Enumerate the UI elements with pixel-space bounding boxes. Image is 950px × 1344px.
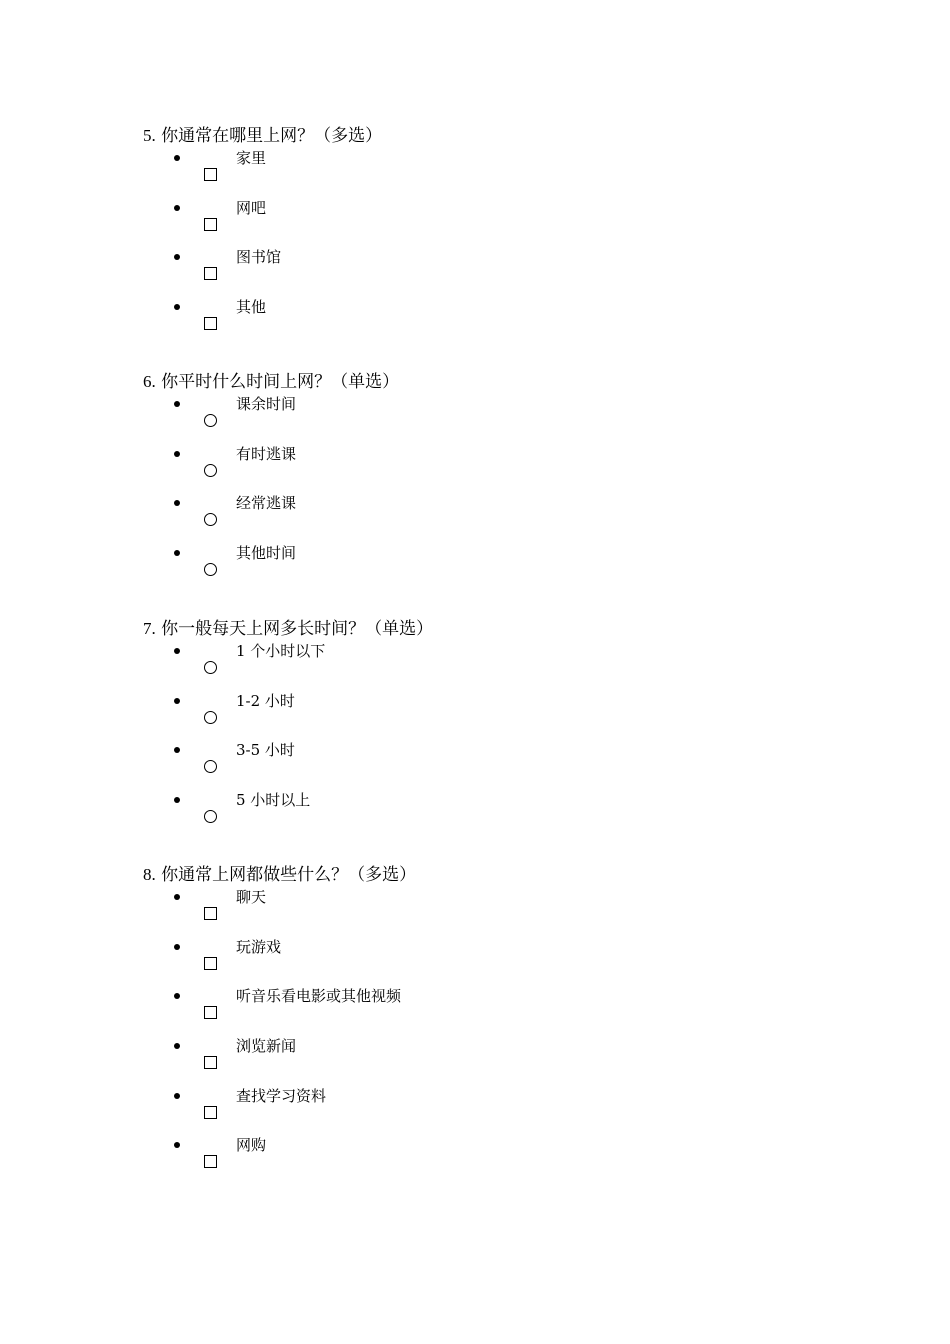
- option-label: 1-2 小时: [236, 691, 295, 710]
- option-label: 3-5 小时: [236, 741, 295, 760]
- bullet-icon: [174, 155, 180, 161]
- bullet-icon: [174, 797, 180, 803]
- checkbox[interactable]: [204, 218, 217, 231]
- radio-button[interactable]: [204, 464, 217, 477]
- question-number: 7.: [143, 619, 156, 638]
- option-label: 网吧: [236, 198, 267, 217]
- option-item: [143, 789, 903, 839]
- option-label: 其他: [236, 298, 267, 317]
- option-item: [143, 1035, 903, 1085]
- option-item: [143, 739, 903, 789]
- option-item: [143, 197, 903, 247]
- bullet-icon: [174, 993, 180, 999]
- option-label: 5 小时以上: [236, 791, 311, 810]
- question-text: 你平时什么时间上网？（单选）: [161, 372, 400, 392]
- question-8: [143, 864, 903, 1184]
- checkbox[interactable]: [204, 1006, 217, 1019]
- option-item: [143, 985, 903, 1035]
- checkbox[interactable]: [204, 1106, 217, 1119]
- question-5: [143, 125, 903, 346]
- bullet-icon: [174, 894, 180, 900]
- option-label: 经常逃课: [236, 494, 297, 513]
- option-label: 其他时间: [236, 544, 297, 563]
- question-7: [143, 618, 903, 839]
- radio-button[interactable]: [204, 810, 217, 823]
- option-label: 网购: [236, 1136, 267, 1155]
- radio-button[interactable]: [204, 661, 217, 674]
- radio-button[interactable]: [204, 513, 217, 526]
- question-number: 8.: [143, 865, 156, 884]
- option-item: [143, 640, 903, 690]
- checkbox[interactable]: [204, 267, 217, 280]
- question-number: 5.: [143, 126, 156, 145]
- option-item: [143, 393, 903, 443]
- checkbox[interactable]: [204, 168, 217, 181]
- option-label: 浏览新闻: [236, 1037, 297, 1056]
- question-text: 你一般每天上网多长时间？（单选）: [161, 619, 434, 639]
- option-label: 聊天: [236, 888, 267, 906]
- bullet-icon: [174, 550, 180, 556]
- question-number: 6.: [143, 372, 156, 391]
- checkbox[interactable]: [204, 907, 217, 920]
- option-item: [143, 542, 903, 592]
- option-list: [143, 147, 903, 346]
- bullet-icon: [174, 254, 180, 260]
- radio-button[interactable]: [204, 563, 217, 576]
- question-title: [143, 618, 903, 640]
- bullet-icon: [174, 747, 180, 753]
- bullet-icon: [174, 205, 180, 211]
- bullet-icon: [174, 944, 180, 950]
- question-title: [143, 371, 903, 393]
- option-label: 有时逃课: [236, 444, 297, 463]
- bullet-icon: [174, 648, 180, 654]
- option-label: 查找学习资料: [236, 1086, 327, 1105]
- option-item: [143, 147, 903, 197]
- bullet-icon: [174, 1093, 180, 1099]
- bullet-icon: [174, 451, 180, 457]
- bullet-icon: [174, 500, 180, 506]
- bullet-icon: [174, 304, 180, 310]
- option-item: [143, 492, 903, 542]
- checkbox[interactable]: [204, 317, 217, 330]
- option-list: [143, 640, 903, 839]
- option-label: 1 个小时以下: [236, 642, 326, 660]
- option-list: [143, 393, 903, 592]
- option-label: 课余时间: [236, 395, 297, 413]
- bullet-icon: [174, 1043, 180, 1049]
- checkbox[interactable]: [204, 1056, 217, 1069]
- option-item: [143, 443, 903, 493]
- option-item: [143, 296, 903, 346]
- bullet-icon: [174, 698, 180, 704]
- bullet-icon: [174, 1142, 180, 1148]
- question-title: [143, 864, 903, 886]
- option-label: 玩游戏: [236, 937, 282, 956]
- checkbox[interactable]: [204, 957, 217, 970]
- option-item: [143, 936, 903, 986]
- question-6: [143, 371, 903, 592]
- bullet-icon: [174, 401, 180, 407]
- checkbox[interactable]: [204, 1155, 217, 1168]
- radio-button[interactable]: [204, 711, 217, 724]
- radio-button[interactable]: [204, 414, 217, 427]
- question-text: 你通常在哪里上网？（多选）: [161, 126, 383, 146]
- option-item: [143, 1134, 903, 1184]
- option-item: [143, 690, 903, 740]
- option-label: 图书馆: [236, 248, 282, 267]
- option-label: 听音乐看电影或其他视频: [236, 987, 402, 1006]
- option-list: [143, 886, 903, 1184]
- option-item: [143, 1085, 903, 1135]
- radio-button[interactable]: [204, 760, 217, 773]
- option-label: 家里: [236, 149, 267, 167]
- question-text: 你通常上网都做些什么？（多选）: [161, 865, 417, 885]
- question-title: [143, 125, 903, 147]
- option-item: [143, 886, 903, 936]
- option-item: [143, 246, 903, 296]
